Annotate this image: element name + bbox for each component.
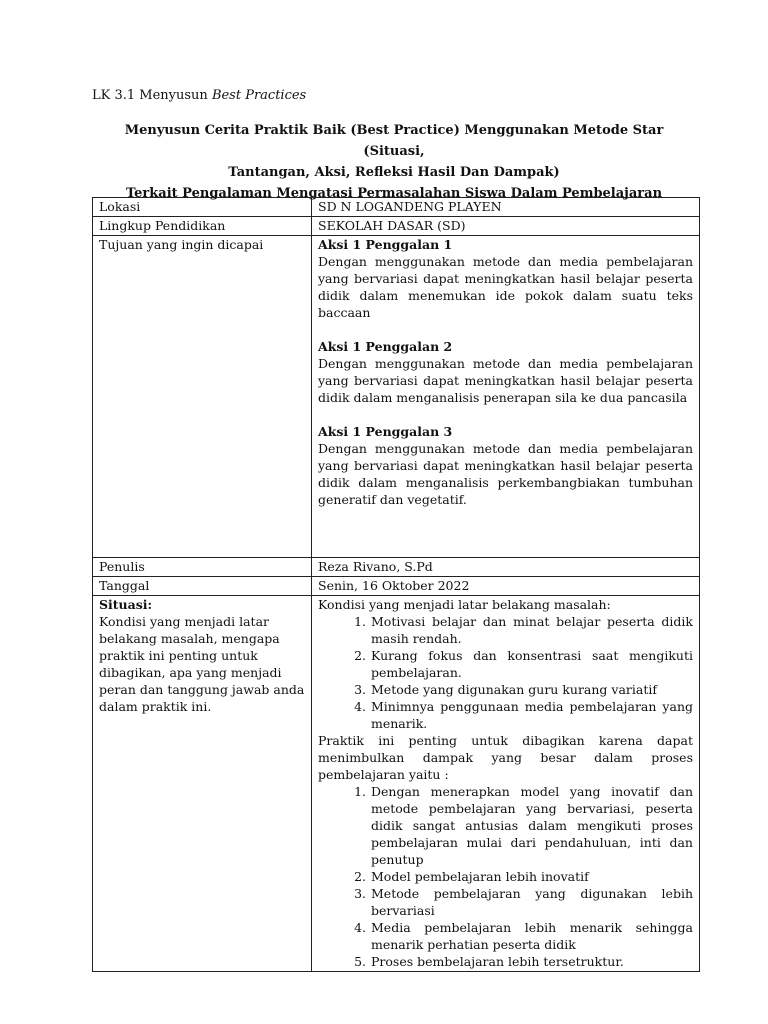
row-tanggal (93, 577, 700, 596)
cell-label: Penulis (93, 558, 312, 577)
cell-label: Lingkup Pendidikan (93, 217, 312, 236)
list-item: 1. Dengan menerapkan model yang inovatif dan metode pembelajaran yang bervariasi, peserta didik sangat antusias dalam mengikuti proses pembelajaran mulai dari pendahuluan, inti dan penutup (370, 783, 693, 868)
cell-value: Senin, 16 Oktober 2022 (312, 577, 700, 596)
document-title (92, 120, 696, 204)
situasi-label: Situasi: (99, 597, 153, 612)
cell-label: Tanggal (93, 577, 312, 596)
worksheet-heading (92, 88, 306, 103)
aksi-text: Dengan menggunakan metode dan media pembelajaran yang bervariasi dapat meningkatkan hasil belajar peserta didik dalam menganalisis penerapan sila ke dua pancasila (318, 356, 693, 405)
row-situasi (93, 596, 700, 972)
list-item: 5. Proses bembelajaran lebih tersetruktur. (370, 953, 693, 970)
cell-value: SEKOLAH DASAR (SD) (312, 217, 700, 236)
row-tujuan (93, 236, 700, 558)
cell-label: Tujuan yang ingin dicapai (93, 236, 312, 558)
row-lokasi (93, 198, 700, 217)
situasi-intro: Kondisi yang menjadi latar belakang masalah: (318, 597, 611, 612)
problem-list (318, 613, 693, 732)
list-item: 3. Metode pembelajaran yang digunakan lebih bervariasi (370, 885, 693, 919)
best-practice-table (92, 197, 700, 972)
situasi-importance: Praktik ini penting untuk dibagikan karena dapat menimbulkan dampak yang besar dalam proses pembelajaran yaitu : (318, 733, 693, 782)
impact-list (318, 783, 693, 970)
list-item: 2. Kurang fokus dan konsentrasi saat mengikuti pembelajaran. (370, 647, 693, 681)
list-item: 4. Minimnya penggunaan media pembelajaran yang menarik. (370, 698, 693, 732)
list-item: 3. Metode yang digunakan guru kurang variatif (370, 681, 693, 698)
aksi-title: Aksi 1 Penggalan 1 (318, 237, 453, 252)
cell-label: Lokasi (93, 198, 312, 217)
list-item: 4. Media pembelajaran lebih menarik sehingga menarik perhatian peserta didik (370, 919, 693, 953)
heading-prefix: LK 3.1 Menyusun (92, 88, 212, 103)
list-item: 2. Model pembelajaran lebih inovatif (370, 868, 693, 885)
aksi-title: Aksi 1 Penggalan 3 (318, 424, 453, 439)
heading-italic: Best Practices (211, 88, 307, 103)
cell-value (312, 236, 700, 558)
row-lingkup-pendidikan (93, 217, 700, 236)
list-item: 1. Motivasi belajar dan minat belajar peserta didik masih rendah. (370, 613, 693, 647)
cell-value: Reza Rivano, S.Pd (312, 558, 700, 577)
situasi-description: Kondisi yang menjadi latar belakang masalah, mengapa praktik ini penting untuk dibagikan, apa yang menjadi peran dan tanggung jawab anda dalam praktik ini. (99, 614, 305, 714)
title-line: Terkait Pengalaman Mengatasi Permasalahan Siswa Dalam Pembelajaran (125, 186, 663, 201)
row-penulis (93, 558, 700, 577)
aksi-text: Dengan menggunakan metode dan media pembelajaran yang bervariasi dapat meningkatkan hasil belajar peserta didik dalam menganalisis perkembangbiakan tumbuhan generatif dan vegetatif. (318, 441, 693, 507)
cell-value (312, 596, 700, 972)
aksi-title: Aksi 1 Penggalan 2 (318, 339, 453, 354)
title-line: Menyusun Cerita Praktik Baik (Best Practice) Menggunakan Metode Star (Situasi, (124, 123, 664, 159)
aksi-text: Dengan menggunakan metode dan media pembelajaran yang bervariasi dapat meningkatkan hasil belajar peserta didik dalam menemukan ide pokok dalam suatu teks baccaan (318, 254, 693, 320)
cell-value: SD N LOGANDENG PLAYEN (312, 198, 700, 217)
title-line: Tantangan, Aksi, Refleksi Hasil Dan Dampak) (228, 165, 560, 180)
cell-label (93, 596, 312, 972)
